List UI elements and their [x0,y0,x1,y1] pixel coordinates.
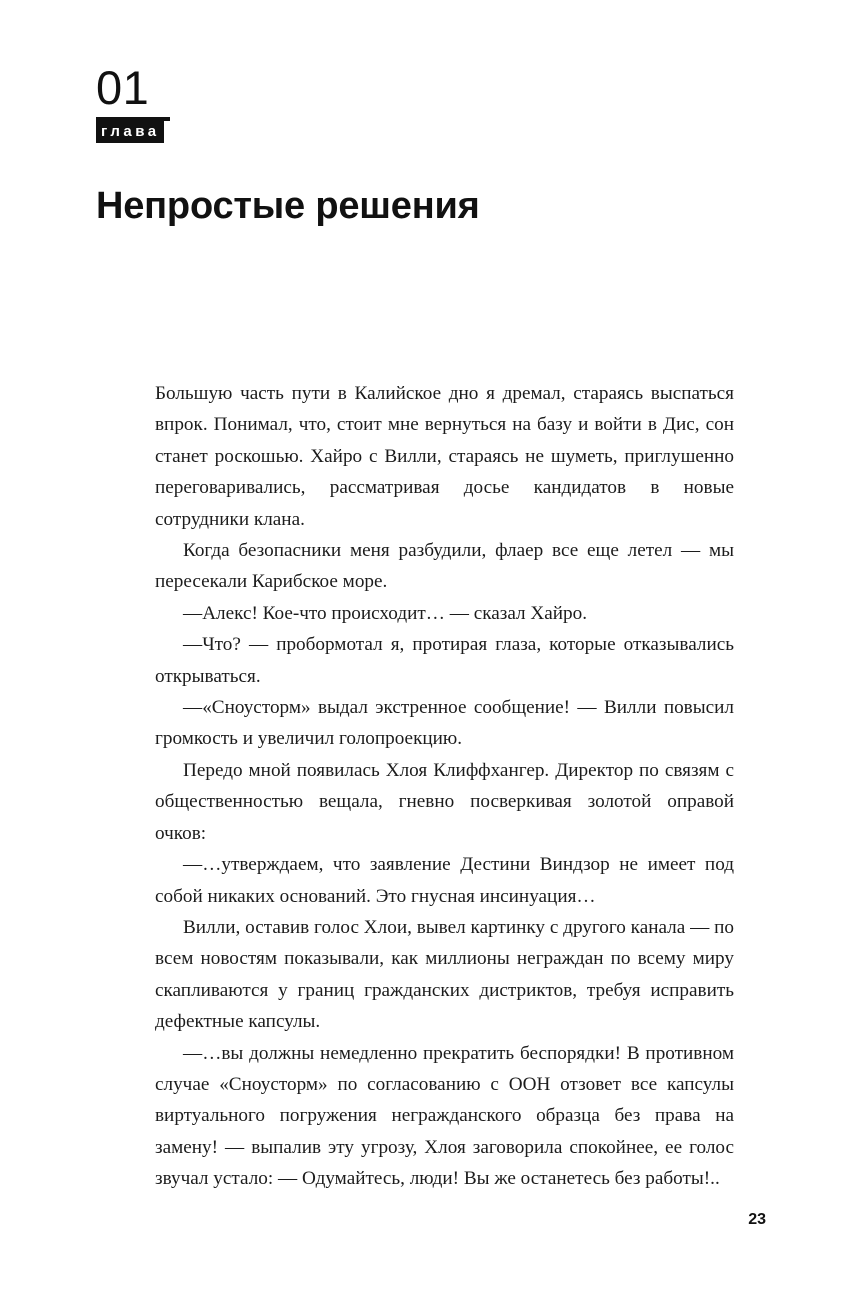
body-text [155,378,734,1195]
paragraph: Большую часть пути в Калийское дно я дремал, стараясь выспаться впрок. Понимал, что, стоит мне вернуться на базу и войти в Дис, сон станет роскошью. Хайро с Вилли, стараясь не шуметь, приглушенно переговаривались, рассматривая досье кандидатов в новые сотрудники клана. [155,383,734,530]
paragraph: —…утверждаем, что заявление Дестини Виндзор не имеет под собой никаких оснований. Это гнусная инсинуация… [155,854,734,907]
page-title: Непростые решения [96,185,480,228]
paragraph: —Что? — пробормотал я, протирая глаза, которые отказывались открываться. [155,634,734,687]
paragraph: Вилли, оставив голос Хлои, вывел картинку с другого канала — по всем новостям показывали, как миллионы неграждан по всему миру скапливаются у границ гражданских дистриктов, требуя исправить дефектные капсулы. [155,916,734,1033]
chapter-label: глава [96,121,164,143]
chapter-marker [96,61,296,143]
paragraph: Передо мной появилась Хлоя Клиффхангер. Директор по связям с общественностью вещала, гневно посверкивая золотой оправой очков: [155,759,734,844]
chapter-number: 01 [96,61,150,114]
page-number: 23 [748,1211,766,1228]
paragraph: —…вы должны немедленно прекратить беспорядки! В противном случае «Сноусторм» по согласованию с ООН отзовет все капсулы виртуального погружения негражданского образца без права на замену! — выпалив эту угрозу, Хлоя заговорила спокойнее, ее голос звучал устало: — Одумайтесь, люди! Вы же останетесь без работы!.. [155,1042,734,1190]
paragraph: —«Сноусторм» выдал экстренное сообщение! — Вилли повысил громкость и увеличил голопроекцию. [155,697,734,750]
chapter-label-wrap [96,121,164,143]
paragraph: —Алекс! Кое-что происходит… — сказал Хайро. [183,602,588,624]
paragraph: Когда безопасники меня разбудили, флаер все еще летел — мы пересекали Карибское море. [155,540,734,593]
